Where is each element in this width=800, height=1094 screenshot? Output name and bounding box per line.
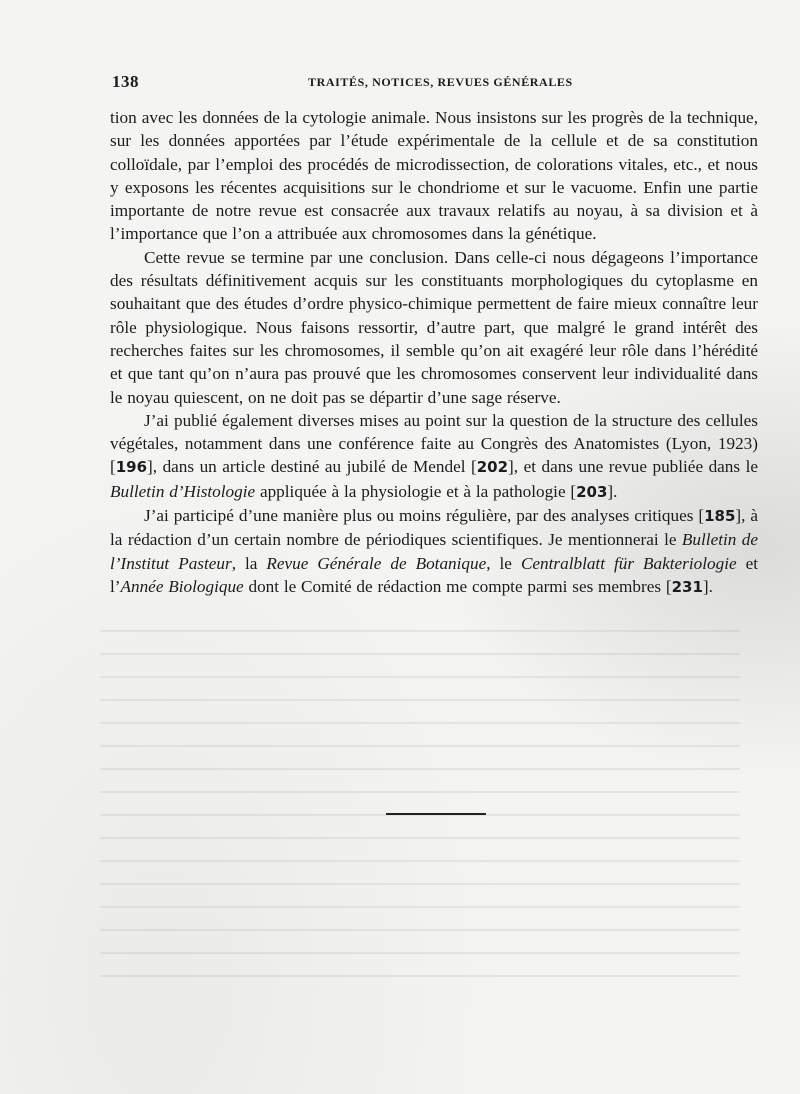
show-through-texture	[100, 630, 740, 1010]
section-end-rule	[386, 813, 486, 815]
body-text	[110, 106, 758, 599]
text-run: tion avec les données de la cytologie animale. Nous insistons sur les progrès de la technique, sur les données apportées par l’étude expérimentale de la cellule et de sa constitution colloïdale, par l’emploi des procédés de microdissection, de colorations vitales, etc., et nous y exposons les récentes acquisitions sur le chondriome et sur le vacuome. Enfin une partie importante de notre revue est consacrée aux travaux relatifs au noyau, à sa division et à l’importance que l’on a attribuée aux chromosomes dans la génétique.	[110, 108, 758, 244]
text-run: ], et dans une revue publiée dans le	[508, 457, 758, 477]
italic-title: Bulletin de l’Institut Pasteur	[110, 530, 758, 573]
reference-number: 231	[671, 577, 703, 596]
text-run: et l’	[110, 553, 759, 596]
text-run: ], à la rédaction d’un certain nombre de périodiques scientifiques. Je mentionnerai le	[110, 506, 758, 550]
paragraph	[110, 246, 758, 409]
paragraph	[110, 409, 758, 504]
reference-number: 196	[115, 458, 148, 477]
page-number: 138	[112, 72, 139, 91]
text-run: ].	[702, 576, 713, 596]
text-run: , le	[486, 553, 521, 573]
reference-number: 202	[476, 458, 509, 477]
text-run: ], dans un article destiné au jubilé de Mendel [	[147, 457, 477, 477]
reference-number: 203	[576, 482, 608, 501]
text-run: J’ai participé d’une manière plus ou moins régulière, par des analyses critiques [	[144, 506, 705, 526]
running-title: TRAITÉS, NOTICES, REVUES GÉNÉRALES	[308, 75, 573, 89]
text-run: ].	[607, 481, 618, 501]
paragraph	[110, 106, 758, 246]
reference-number: 185	[704, 507, 736, 526]
text-run: appliquée à la physiologie et à la pathologie [	[255, 481, 577, 501]
text-run: J’ai publié également diverses mises au point sur la question de la structure des cellules végétales, notamment dans une conférence faite au Congrès des Anatomistes (Lyon, 1923) [	[110, 410, 758, 477]
text-run: Cette revue se termine par une conclusion. Dans celle-ci nous dégageons l’importance des résultats définitivement acquis sur les constituants morphologiques du cytoplasme en souhaitant que des études d’ordre physico-chimique permettent de faire mieux connaître leur rôle physiologique. Nous faisons ressortir, d’autre part, que malgré le grand intérêt des recherches faites sur les chromosomes, il semble qu’on ait exagéré leur rôle dans l’hérédité et que tant qu’on n’aura pas prouvé que les chromosomes conservent leur individualité dans le noyau quiescent, on ne doit pas se départir d’une sage réserve.	[110, 247, 758, 407]
italic-title: Année Biologique	[120, 576, 244, 596]
text-run: dont le Comité de rédaction me compte parmi ses membres [	[243, 576, 672, 596]
text-run: , la	[231, 553, 267, 573]
italic-title: Bulletin d’Histologie	[110, 481, 256, 501]
italic-title: Centralblatt für Bakteriologie	[520, 553, 737, 573]
paragraph	[110, 504, 758, 599]
italic-title: Revue Générale de Botanique	[266, 553, 487, 573]
running-header	[112, 72, 754, 96]
